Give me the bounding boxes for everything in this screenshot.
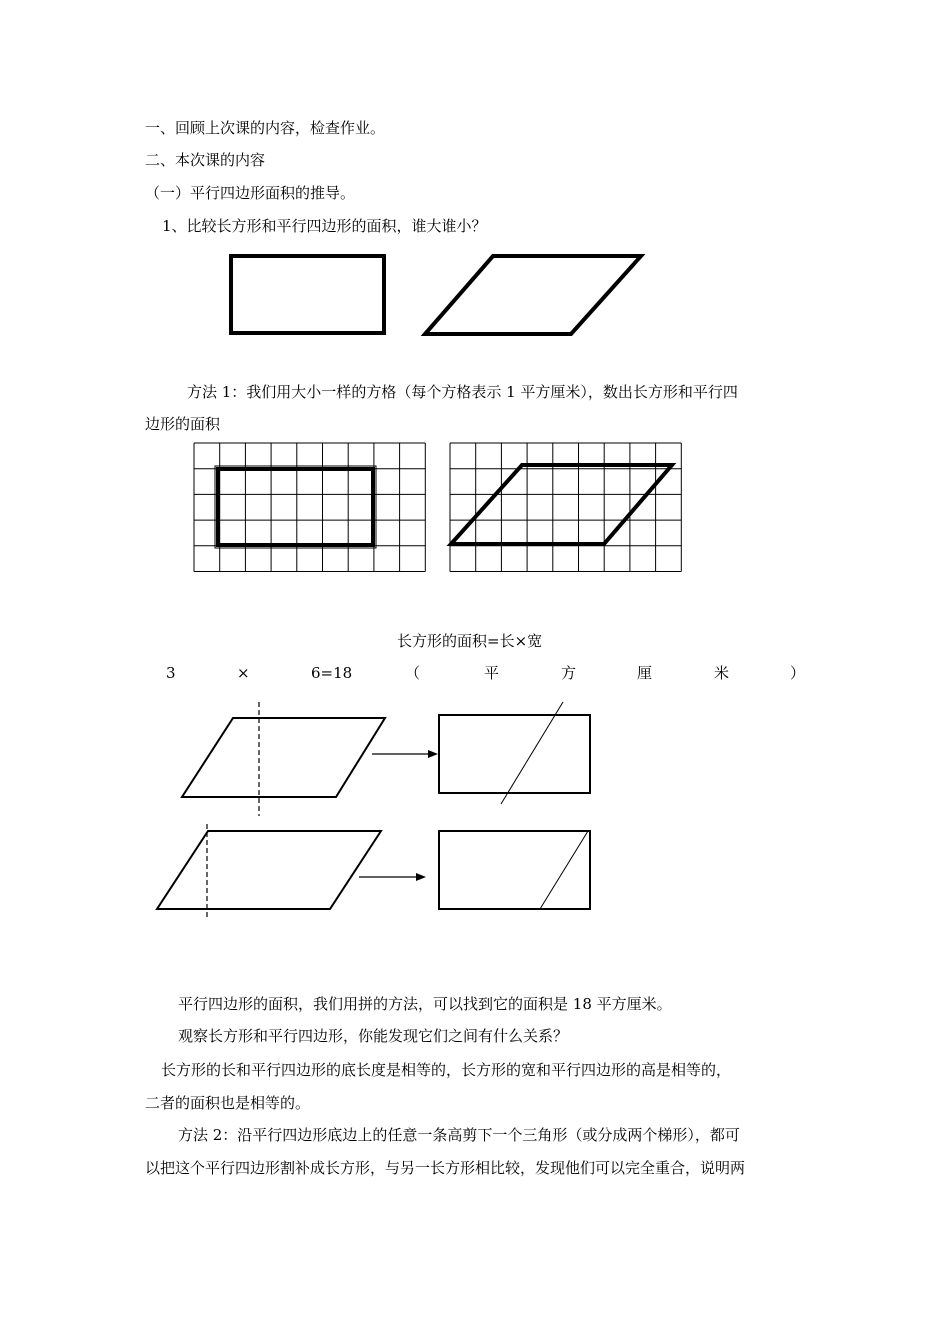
para-observe: 观察长方形和平行四边形，你能发现它们之间有什么关系？ (178, 1027, 569, 1045)
method1-line1: 方法 1：我们用大小一样的方格（每个方格表示 1 平方厘米），数出长方形和平行四 (187, 383, 738, 401)
calc-length: 3 (166, 664, 176, 682)
grid-rectangle-outline (215, 466, 376, 548)
calc-result: 6=18 (311, 664, 353, 682)
calc-unit-3: 厘 (637, 664, 653, 682)
arrow-top-head (428, 750, 438, 758)
para-area-result: 平行四边形的面积，我们用拼的方法，可以找到它的面积是 18 平方厘米。 (178, 995, 672, 1013)
parallelogram-shape (425, 256, 641, 334)
moved-edge-bottom (540, 831, 588, 909)
calc-paren-close: ） (790, 664, 806, 682)
calc-unit-4: 米 (714, 664, 730, 682)
grid-rectangle (218, 469, 373, 545)
figure-grids (0, 438, 950, 578)
moved-edge-top (501, 702, 563, 804)
figure-shapes-compare (0, 250, 950, 350)
rectangle-shape (231, 256, 384, 333)
arrow-bottom-head (416, 873, 426, 881)
method2-line2: 以把这个平行四边形割补成长方形，与另一长方形相比较，发现他们可以完全重合，说明两 (145, 1159, 746, 1177)
method1-line2: 边形的面积 (145, 415, 221, 433)
calc-times: × (237, 664, 250, 682)
section-current: 二、本次课的内容 (145, 151, 266, 169)
para-relation-2: 二者的面积也是相等的。 (145, 1094, 311, 1112)
formula-rect-area: 长方形的面积=长×宽 (397, 632, 543, 650)
grid-left (194, 443, 425, 572)
method2-line1: 方法 2：沿平行四边形底边上的任意一条高剪下一个三角形（或分成两个梯形），都可 (178, 1126, 740, 1144)
parallelogram-top (182, 718, 385, 797)
parallelogram-bottom (157, 831, 381, 909)
rectangle-bottom (439, 831, 590, 909)
para-relation-1: 长方形的长和平行四边形的底长度是相等的，长方形的宽和平行四边形的高是相等的， (161, 1061, 732, 1079)
figure-cut-rearrange (0, 690, 950, 930)
calc-unit-1: 平 (484, 664, 500, 682)
question-compare: 1、比较长方形和平行四边形的面积，谁大谁小？ (162, 217, 487, 235)
grid-parallelogram (451, 465, 672, 544)
calc-paren-open: （ (405, 664, 421, 682)
calc-unit-2: 方 (561, 664, 577, 682)
subsection-derivation: （一）平行四边形面积的推导。 (145, 184, 356, 202)
section-review: 一、回顾上次课的内容，检查作业。 (145, 119, 386, 137)
